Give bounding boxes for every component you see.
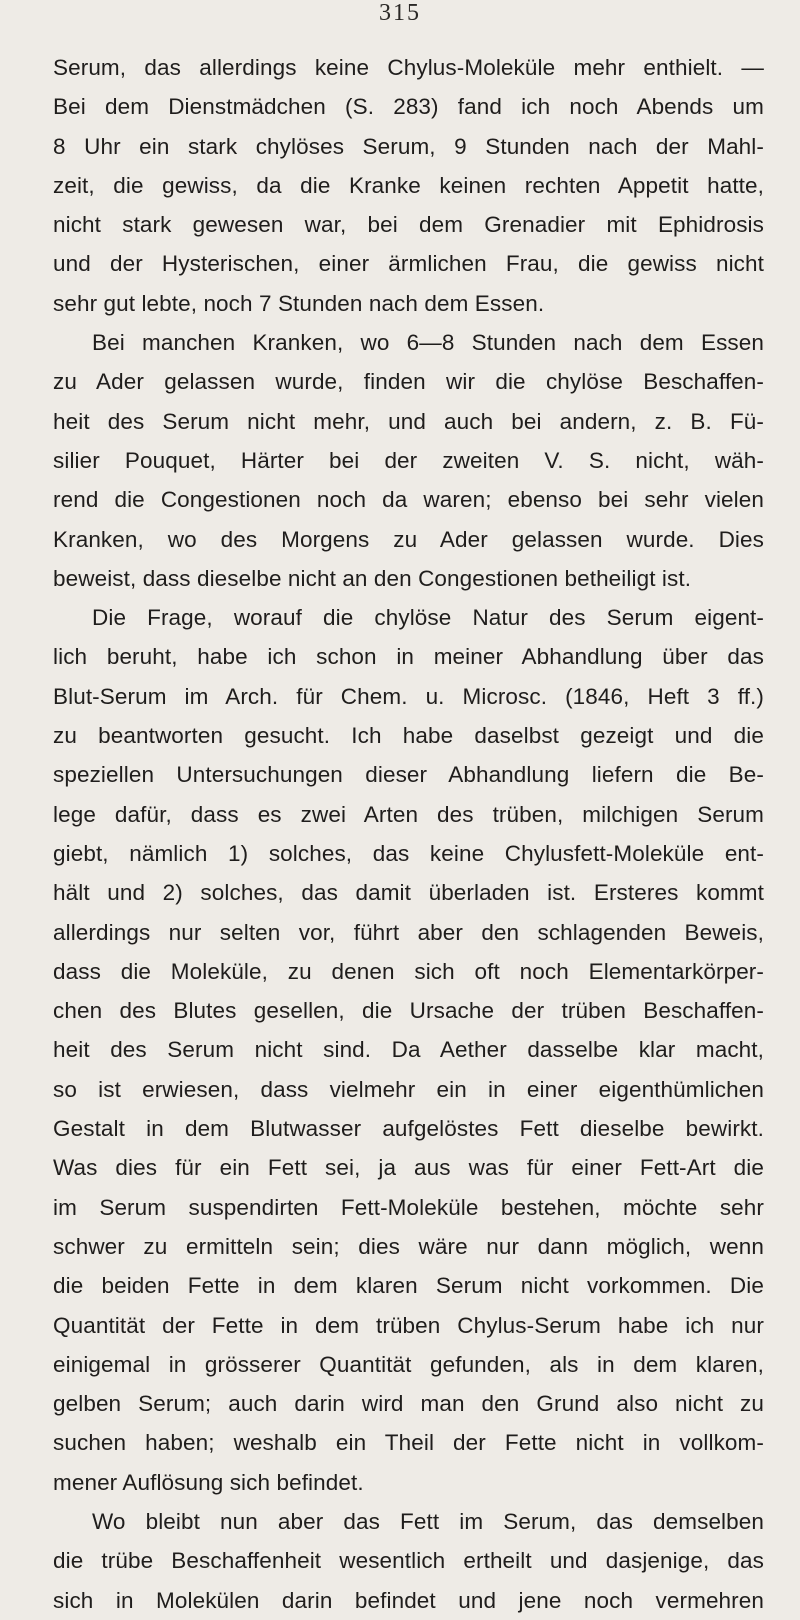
text-line: rend die Congestionen noch da waren; ebenso bei sehr vielen	[53, 487, 764, 513]
text-line: 8 Uhr ein stark chylöses Serum, 9 Stunden nach der Mahl-	[53, 133, 764, 159]
text-line: lich beruht, habe ich schon in meiner Abhandlung über das	[53, 644, 764, 670]
text-line: dass die Moleküle, zu denen sich oft noch Elementarkörper-	[53, 958, 764, 984]
text-line: zu beantworten gesucht. Ich habe daselbst gezeigt und die	[53, 723, 764, 749]
text-line: so ist erwiesen, dass vielmehr ein in einer eigenthümlichen	[53, 1076, 764, 1102]
text-line: Die Frage, worauf die chylöse Natur des Serum eigent-	[92, 605, 764, 631]
text-line: speziellen Untersuchungen dieser Abhandlung liefern die Be-	[53, 762, 764, 788]
text-line: giebt, nämlich 1) solches, das keine Chylusfett-Moleküle ent-	[53, 840, 764, 866]
text-line: heit des Serum nicht sind. Da Aether dasselbe klar macht,	[53, 1037, 764, 1063]
text-line: Quantität der Fette in dem trüben Chylus-Serum habe ich nur	[53, 1312, 764, 1338]
text-line: Was dies für ein Fett sei, ja aus was für einer Fett-Art die	[53, 1155, 764, 1181]
text-line: chen des Blutes gesellen, die Ursache der trüben Beschaffen-	[53, 998, 764, 1024]
text-line: Wo bleibt nun aber das Fett im Serum, das demselben	[92, 1508, 764, 1534]
text-line: schwer zu ermitteln sein; dies wäre nur dann möglich, wenn	[53, 1233, 764, 1259]
text-line: silier Pouquet, Härter bei der zweiten V. S. nicht, wäh-	[53, 447, 764, 473]
text-line: sehr gut lebte, noch 7 Stunden nach dem Essen.	[53, 290, 545, 316]
text-line: Bei dem Dienstmädchen (S. 283) fand ich noch Abends um	[53, 94, 764, 120]
text-line: allerdings nur selten vor, führt aber den schlagenden Beweis,	[53, 919, 764, 945]
page-number: 315	[379, 0, 421, 26]
text-line: nicht stark gewesen war, bei dem Grenadier mit Ephidrosis	[53, 212, 764, 238]
text-line: zu Ader gelassen wurde, finden wir die chylöse Beschaffen-	[53, 369, 764, 395]
text-line: sich in Molekülen darin befindet und jene noch vermehren	[53, 1587, 764, 1613]
text-line: mener Auflösung sich befindet.	[53, 1469, 364, 1495]
text-line: im Serum suspendirten Fett-Moleküle bestehen, möchte sehr	[53, 1194, 764, 1220]
text-line: Bei manchen Kranken, wo 6—8 Stunden nach dem Essen	[92, 330, 764, 356]
text-line: zeit, die gewiss, da die Kranke keinen rechten Appetit hatte,	[53, 172, 764, 198]
text-line: Blut-Serum im Arch. für Chem. u. Microsc. (1846, Heft 3 ff.)	[53, 683, 764, 709]
text-line: Serum, das allerdings keine Chylus-Moleküle mehr enthielt. —	[53, 55, 764, 80]
text-line: die trübe Beschaffenheit wesentlich ertheilt und dasjenige, das	[53, 1548, 764, 1574]
text-line: hält und 2) solches, das damit überladen ist. Ersteres kommt	[53, 880, 764, 906]
text-line: heit des Serum nicht mehr, und auch bei andern, z. B. Fü-	[53, 408, 764, 434]
text-line: suchen haben; weshalb ein Theil der Fette nicht in vollkom-	[53, 1430, 764, 1456]
text-line: und der Hysterischen, einer ärmlichen Frau, die gewiss nicht	[53, 251, 764, 277]
text-line: gelben Serum; auch darin wird man den Grund also nicht zu	[53, 1391, 764, 1417]
body-text	[53, 48, 764, 1620]
text-line: Gestalt in dem Blutwasser aufgelöstes Fett dieselbe bewirkt.	[53, 1116, 764, 1142]
text-line: lege dafür, dass es zwei Arten des trüben, milchigen Serum	[53, 801, 764, 827]
text-line: einigemal in grösserer Quantität gefunden, als in dem klaren,	[53, 1351, 764, 1377]
text-line: beweist, dass dieselbe nicht an den Congestionen betheiligt ist.	[53, 565, 692, 591]
text-line: Kranken, wo des Morgens zu Ader gelassen wurde. Dies	[53, 526, 764, 552]
text-line: die beiden Fette in dem klaren Serum nicht vorkommen. Die	[53, 1273, 764, 1299]
